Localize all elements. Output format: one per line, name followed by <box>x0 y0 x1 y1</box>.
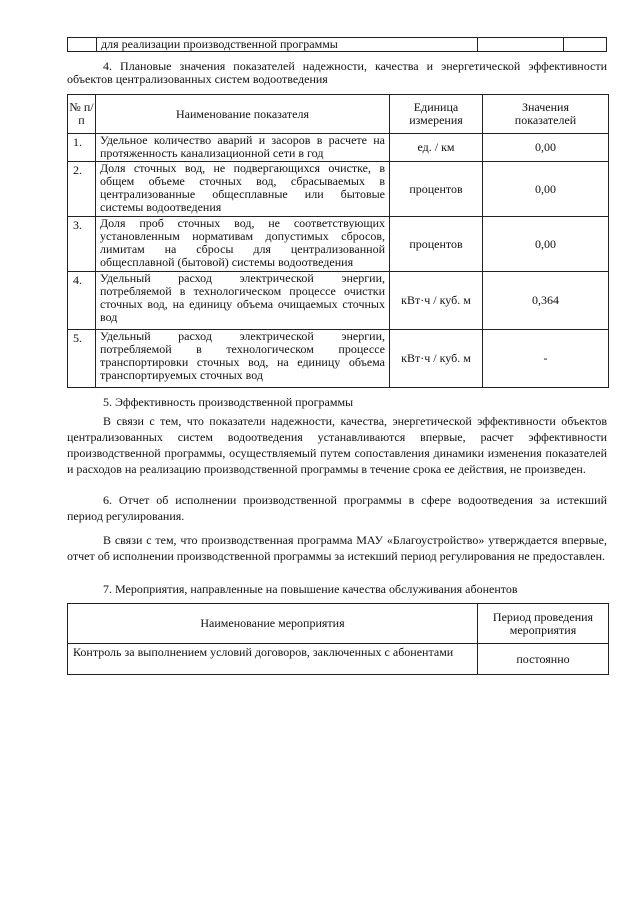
row-unit: процентов <box>390 162 483 217</box>
header-name: Наименование показателя <box>96 95 390 134</box>
row-value: - <box>483 330 609 388</box>
continuation-table <box>67 37 607 52</box>
row-name: Удельный расход электрической энергии, потребляемой в технологическом процессе очистки сточных вод, на единицу объема очищаемых сточных вод <box>96 272 390 330</box>
header-num: № п/п <box>68 95 96 134</box>
table-cell: для реализации производственной программы <box>97 38 478 52</box>
table-row <box>68 330 609 388</box>
header-period: Период проведения мероприятия <box>478 604 609 644</box>
table-cell <box>478 38 564 52</box>
table-header-row <box>68 95 609 134</box>
measure-name: Контроль за выполнением условий договоров, заключенных с абонентами <box>68 644 478 675</box>
section7-heading: 7. Мероприятия, направленные на повышение качества обслуживания абонентов <box>103 582 518 596</box>
row-num: 2. <box>68 162 96 217</box>
row-value: 0,00 <box>483 134 609 162</box>
table-row <box>68 38 607 52</box>
section5-text: В связи с тем, что показатели надежности, качества, энергетической эффективности объектов централизованных систем водоотведения устанавливаются впервые, расчет эффективности производственной программы, осуществляемый путем сопоставления динамики изменения показателей и расходов на реализацию производственной программы в течение срока ее действия, не произведен. <box>67 414 607 476</box>
row-num: 1. <box>68 134 96 162</box>
row-unit: кВт·ч / куб. м <box>390 330 483 388</box>
section6-text: В связи с тем, что производственная программа МАУ «Благоустройство» утверждается впервые, отчет об исполнении производственной программы за истекший период регулирования не предоставлен. <box>67 533 607 563</box>
section6-heading: 6. Отчет об исполнении производственной программы в сфере водоотведения за истекший период регулирования. <box>67 493 607 523</box>
row-name: Удельный расход электрической энергии, потребляемой в технологическом процессе транспортировки сточных вод, на единицу объема транспортируемых сточных вод <box>96 330 390 388</box>
table-row <box>68 134 609 162</box>
section4-title: 4. Плановые значения показателей надежности, качества и энергетической эффективности объектов централизованных систем водоотведения <box>67 59 607 86</box>
header-unit: Единица измерения <box>390 95 483 134</box>
table-row <box>68 217 609 272</box>
header-measure-name: Наименование мероприятия <box>68 604 478 644</box>
row-unit: кВт·ч / куб. м <box>390 272 483 330</box>
measures-table <box>67 603 609 675</box>
indicators-table <box>67 94 609 388</box>
table-cell <box>564 38 607 52</box>
table-cell <box>68 38 97 52</box>
row-unit: процентов <box>390 217 483 272</box>
measure-period: постоянно <box>478 644 609 675</box>
row-name: Доля проб сточных вод, не соответствующих установленным нормативам допустимых сбросов, лимитам на сбросы для централизованной общесплавной (бытовой) системы водоотведения <box>96 217 390 272</box>
row-value: 0,00 <box>483 217 609 272</box>
table-row <box>68 272 609 330</box>
row-name: Доля сточных вод, не подвергающихся очистке, в общем объеме сточных вод, сбрасываемых в централизованные общесплавные или бытовые системы водоотведения <box>96 162 390 217</box>
row-value: 0,364 <box>483 272 609 330</box>
section5-heading: 5. Эффективность производственной программы <box>103 395 354 409</box>
row-num: 5. <box>68 330 96 388</box>
table-row <box>68 644 609 675</box>
row-unit: ед. / км <box>390 134 483 162</box>
row-name: Удельное количество аварий и засоров в расчете на протяженность канализационной сети в год <box>96 134 390 162</box>
table-header-row <box>68 604 609 644</box>
row-num: 4. <box>68 272 96 330</box>
header-value: Значения показателей <box>483 95 609 134</box>
row-value: 0,00 <box>483 162 609 217</box>
row-num: 3. <box>68 217 96 272</box>
table-row <box>68 162 609 217</box>
